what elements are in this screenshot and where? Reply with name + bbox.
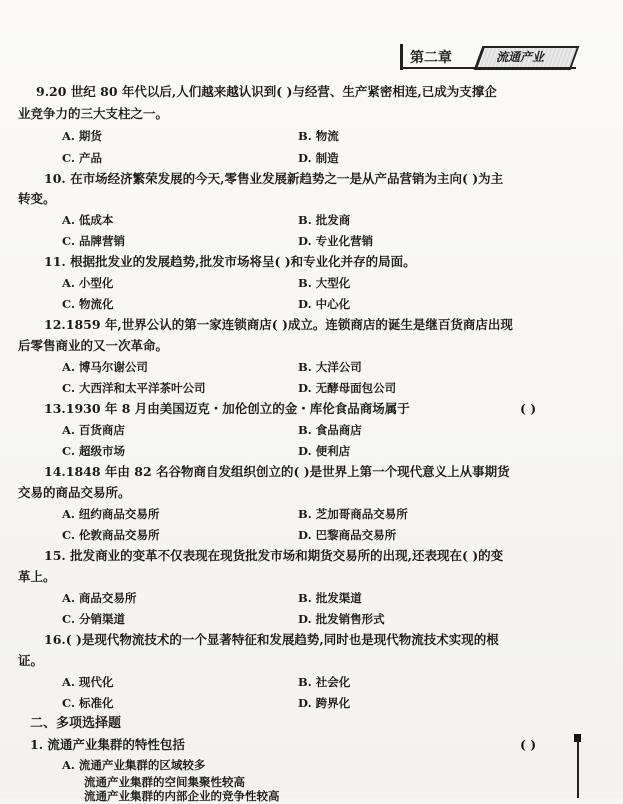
- question-12-line-1: 12.1859 年,世界公认的第一家连锁商店( )成立。连锁商店的诞生是继百货商店出现: [44, 317, 513, 332]
- section-2-question-1-option-line-2: 流通产业集群的空间集聚性较高: [84, 775, 245, 789]
- question-13-option-a: A. 百货商店: [62, 423, 125, 437]
- section-2-title: 二、多项选择题: [30, 716, 122, 731]
- question-10-option-a: A. 低成本: [62, 213, 114, 227]
- question-11-line-1: 11. 根据批发业的发展趋势,批发市场将呈( )和专业化并存的局面。: [44, 254, 416, 269]
- question-13-line-1: 13.1930 年 8 月由美国迈克・加伦创立的金・库伦食品商场属于: [44, 401, 410, 416]
- question-9-option-b: B. 物流: [298, 129, 339, 143]
- question-16-option-b: B. 社会化: [298, 675, 351, 689]
- section-2-question-1-option-a: A. 流通产业集群的区域较多: [62, 758, 206, 772]
- question-16-line-1: 16.( )是现代物流技术的一个显著特征和发展趋势,同时也是现代物流技术实现的根: [44, 632, 499, 647]
- question-10-line-1: 10. 在市场经济繁荣发展的今天,零售业发展新趋势之一是从产品营销为主向( )为主: [44, 171, 504, 186]
- question-15-line-2: 革上。: [18, 569, 56, 584]
- question-13-answer-blank: ( ): [520, 401, 537, 416]
- section-2-question-1-option-line-3: 流通产业集群的内部企业的竞争性较高: [84, 789, 280, 803]
- question-12-line-2: 后零售商业的又一次革命。: [18, 338, 169, 353]
- margin-rule: [577, 738, 579, 798]
- question-14-line-2: 交易的商品交易所。: [18, 485, 131, 500]
- question-9-line-2: 业竞争力的三大支柱之一。: [18, 106, 169, 121]
- question-9-option-a: A. 期货: [62, 129, 102, 143]
- question-13-option-b: B. 食品商店: [298, 423, 362, 437]
- question-14-line-1: 14.1848 年由 82 名谷物商自发组织创立的( )是世界上第一个现代意义上从事期货: [44, 464, 510, 479]
- question-11-option-c: C. 物流化: [62, 297, 114, 311]
- question-10-option-d: D. 专业化营销: [298, 234, 374, 248]
- chapter-title: 流通产业: [496, 50, 545, 64]
- chapter-label: 第二章: [410, 50, 452, 66]
- question-16-line-2: 证。: [18, 653, 44, 668]
- question-16-option-c: C. 标准化: [62, 696, 114, 710]
- question-15-option-d: D. 批发销售形式: [298, 612, 385, 626]
- question-10-option-c: C. 品牌营销: [62, 234, 125, 248]
- question-9-line-1: 9.20 世纪 80 年代以后,人们越来越认识到( )与经营、生产紧密相连,已成为支撑企: [36, 84, 497, 99]
- question-14-option-a: A. 纽约商品交易所: [62, 507, 160, 521]
- question-9-option-c: C. 产品: [62, 151, 102, 165]
- question-15-option-b: B. 批发渠道: [298, 591, 362, 605]
- question-14-option-b: B. 芝加哥商品交易所: [298, 507, 408, 521]
- question-10-line-2: 转变。: [18, 191, 56, 206]
- question-14-option-c: C. 伦敦商品交易所: [62, 528, 160, 542]
- question-11-option-d: D. 中心化: [298, 297, 351, 311]
- question-9-option-d: D. 制造: [298, 151, 339, 165]
- question-11-option-b: B. 大型化: [298, 276, 351, 290]
- question-12-option-b: B. 大洋公司: [298, 360, 362, 374]
- question-12-option-a: A. 博马尔谢公司: [62, 360, 148, 374]
- question-16-option-d: D. 跨界化: [298, 696, 351, 710]
- question-11-option-a: A. 小型化: [62, 276, 114, 290]
- question-13-option-d: D. 便利店: [298, 444, 351, 458]
- section-2-question-1-answer-blank: ( ): [520, 737, 537, 752]
- question-16-option-a: A. 现代化: [62, 675, 114, 689]
- question-13-option-c: C. 超级市场: [62, 444, 125, 458]
- question-15-line-1: 15. 批发商业的变革不仅表现在现货批发市场和期货交易所的出现,还表现在( )的变: [44, 548, 504, 563]
- question-14-option-d: D. 巴黎商品交易所: [298, 528, 397, 542]
- question-15-option-c: C. 分销渠道: [62, 612, 125, 626]
- question-12-option-d: D. 无酵母面包公司: [298, 381, 397, 395]
- section-2-question-1: 1. 流通产业集群的特性包括: [30, 737, 185, 752]
- question-15-option-a: A. 商品交易所: [62, 591, 137, 605]
- question-12-option-c: C. 大西洋和太平洋茶叶公司: [62, 381, 206, 395]
- question-10-option-b: B. 批发商: [298, 213, 351, 227]
